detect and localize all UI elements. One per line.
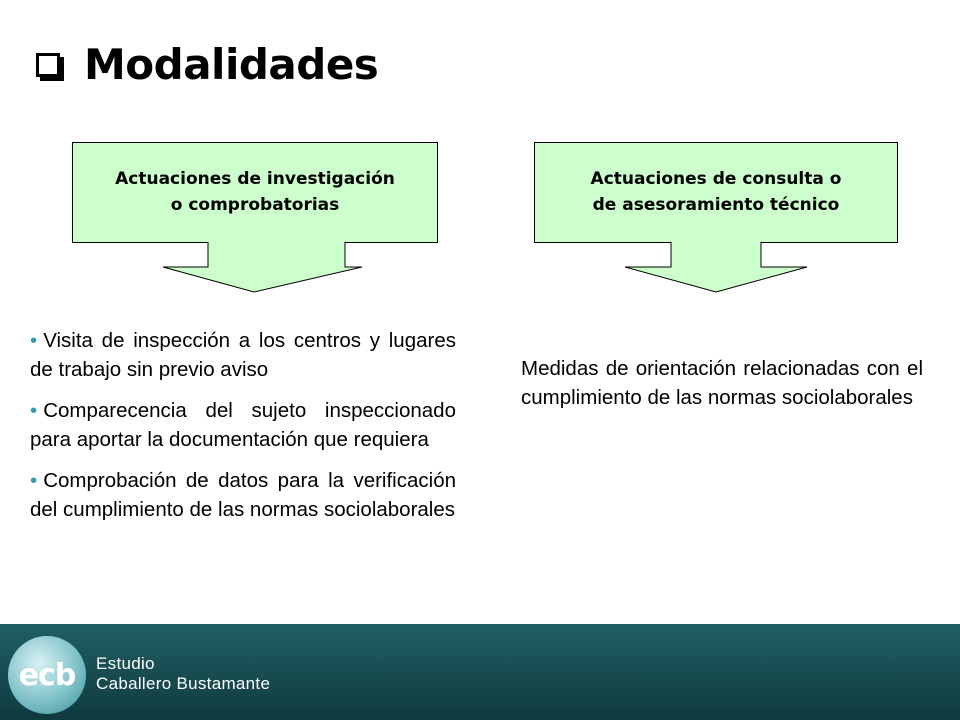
list-item — [30, 326, 456, 384]
bullet-icon: • — [30, 329, 38, 352]
ecb-logo — [8, 636, 86, 714]
box-label-line1: Actuaciones de investigación — [115, 169, 395, 189]
list-item-text: Comprobación de datos para la verificación del cumplimiento de las normas sociolaborales — [30, 469, 456, 521]
box-investigacion — [72, 142, 438, 294]
box-label-consulta — [534, 166, 898, 218]
arrow-shape-consulta — [534, 142, 898, 294]
list-item — [30, 396, 456, 454]
box-label-line2: o comprobatorias — [170, 195, 340, 215]
box-label-investigacion — [72, 166, 438, 218]
slide-title-text: Modalidades — [84, 40, 379, 89]
arrow-shape-investigacion — [72, 142, 438, 294]
consulta-description: Medidas de orientación relacionadas con el cumplimiento de las normas sociolaborales — [521, 357, 923, 409]
checkbox-bullet-icon — [36, 53, 60, 77]
logo-text: ecb — [18, 657, 76, 693]
brand-name — [96, 654, 270, 694]
bullet-icon: • — [30, 399, 38, 422]
investigacion-list — [30, 326, 456, 536]
box-label-line2: de asesoramiento técnico — [592, 195, 840, 215]
brand-line2: Caballero Bustamante — [96, 674, 271, 693]
box-consulta — [534, 142, 898, 294]
list-item — [30, 466, 456, 524]
box-label-line1: Actuaciones de consulta o — [590, 169, 842, 189]
footer-bar — [0, 624, 960, 720]
list-item-text: Visita de inspección a los centros y lugares de trabajo sin previo aviso — [30, 329, 456, 381]
slide-title — [36, 40, 378, 89]
brand-line1: Estudio — [96, 654, 155, 673]
list-item-text: Comparecencia del sujeto inspeccionado para aportar la documentación que requiera — [30, 399, 456, 451]
bullet-icon: • — [30, 469, 38, 492]
